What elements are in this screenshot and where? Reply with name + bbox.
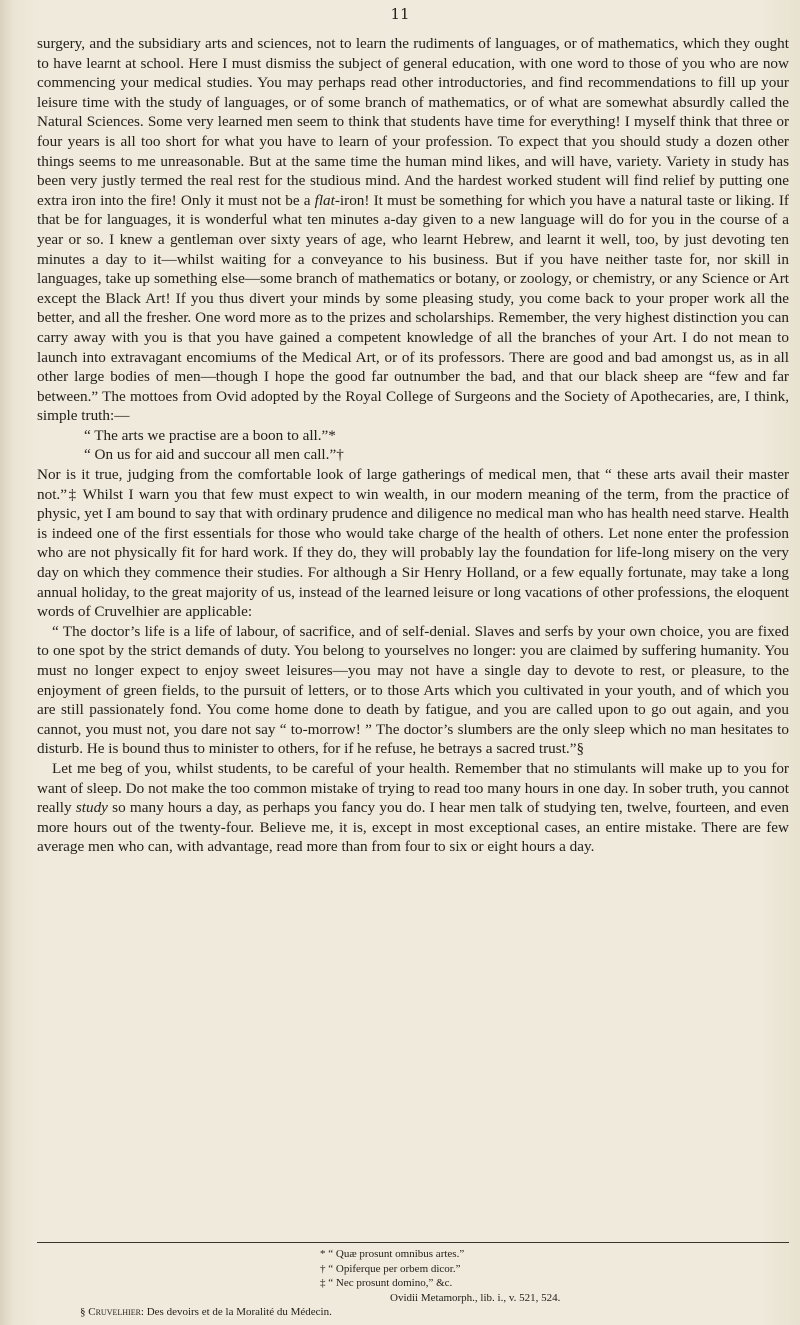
footnote-4-text: : Des devoirs et de la Moralité du Médecin. xyxy=(140,1306,332,1318)
motto-quote-1: “ The arts we practise are a boon to all.”* xyxy=(84,426,336,444)
footnote-4-author: Cruvelhier xyxy=(88,1306,141,1318)
paragraph-4-part-b: so many hours a day, as perhaps you fancy you do. I hear men talk of studying ten, twelve, fourteen, and even more hours out of the twenty-four. Believe me, it is, except in most exceptional cases, an entire mistake. There are few average men who can, with advantage, read more than from four to six or eight hours a day. xyxy=(37,799,789,856)
paragraph-3-quotation: “ The doctor’s life is a life of labour, of sacrifice, and of self-denial. Slaves and serfs by your own choice, you are fixed to one spot by the strict demands of duty. You belong to yourselves no longer: you are claimed by suffering humanity. You must no longer expect to enjoy sweet leisures—you may not have a single day to devote to rest, or pleasure, to the enjoyment of green fields, to the pursuit of letters, or to those Arts which you cultivated in your youth, and of which you are still passionately fond. You come home done to death by fatigue, and you are called upon to go out again, and you cannot, you must not, you dare not say “ to-morrow! ” The doctor’s slumbers are the only sleep which no man hesitates to disturb. He is bound thus to minister to others, for if he refuse, he betrays a sacred trust.”§ xyxy=(37,622,789,758)
footnote-4-mark: § xyxy=(80,1306,86,1318)
paragraph-2: Nor is it true, judging from the comfortable look of large gatherings of medical men, that “ these arts avail their master not.”‡ Whilst I warn you that few must expect to win wealth, in our modern meaning of the term, from the practice of physic, yet I am bound to say that with ordinary prudence and diligence no medical man who has health need starve. Health is indeed one of the first essentials for those who would take charge of the health of others. Let none enter the profession who are not physically fit for hard work. If they do, they will probably lay the foundation for life-long misery on the very day on which they commence their studies. For although a Sir Henry Holland, or a few equally fortunate, may take a long annual holiday, to the great majority of us, instead of the learned leisure or long vacations of other professions, the eloquent words of Cruvelhier are applicable: xyxy=(37,466,789,621)
main-text xyxy=(37,34,789,857)
paragraph-1 xyxy=(37,34,789,426)
italic-word-flat: flat xyxy=(314,191,335,209)
footnote-4 xyxy=(0,1305,800,1320)
paragraph-4 xyxy=(37,759,789,857)
footnote-3: ‡ “ Nec prosunt domino,” &c. xyxy=(320,1277,453,1289)
paragraph-1-part-a: surgery, and the subsidiary arts and sciences, not to learn the rudiments of languages, or of mathematics, which they ought to have learnt at school. Here I must dismiss the subject of general education, with one word to those of you who are now commencing your medical studies. You may perhaps read other introductories, and find recommendations to fill up your leisure time with the study of languages, or of some branch of mathematics, or of what are somewhat absurdly called the Natural Sciences. Some very learned men seem to think that students have time for everything! I myself think that three or four years is all too short for what you have to learn of your profession. To expect that you should study a dozen other things seems to me unreasonable. But at the same time the human mind likes, and will have, variety. Variety in study has been very justly termed the real rest for the studious mind. And the hardest worked student will find relief by putting one extra iron into the fire! Only it must not be a xyxy=(37,35,789,209)
footnote-1: * “ Quæ prosunt omnibus artes.” xyxy=(320,1248,465,1260)
paragraph-4-part-a: Let me beg of you, whilst students, to be careful of your health. Remember that no stimulants will make up to you for want of sleep. Do not make the too common mistake of trying to read too many hours in one day. In sober truth, you cannot really xyxy=(37,759,789,817)
page-number: 11 xyxy=(390,5,410,23)
footnotes xyxy=(0,1247,800,1320)
italic-word-study: study xyxy=(75,799,108,817)
footnote-source: Ovidii Metamorph., lib. i., v. 521, 524. xyxy=(390,1291,561,1304)
footnote-divider xyxy=(37,1242,789,1243)
footnote-2: † “ Opiferque per orbem dicor.” xyxy=(320,1262,461,1275)
paragraph-1-part-b: -iron! It must be something for which you have a natural taste or liking. If that be for languages, it is wonderful what ten minutes a-day given to a new language will do for you in the course of a year or so. I knew a gentleman over sixty years of age, who learnt Hebrew, and learnt it well, too, by just devoting ten minutes a day to it—whilst waiting for a conveyance to his business. But if you have neither taste for, nor skill in languages, take up something else—some branch of mathematics or botany, or zoology, or chemistry, or any Science or Art except the Black Art! If you thus divert your minds by some pleasing study, you come back to your proper work all the better, and all the fresher. One word more as to the prizes and scholarships. Remember, the very highest distinction you can carry away with you is that you have gained a competent knowledge of all the branches of your Art. I do not mean to launch into extravagant encomiums of the Medical Art, or of its professors. There are good and bad amongst us, as in all other large bodies of men—though I hope the good far outnumber the bad, and that our black sheep are “few and far between.” The mottoes from Ovid adopted by the Royal College of Surgeons and the Society of Apothecaries, are, I think, simple truth:— xyxy=(37,191,789,425)
motto-quote-2: “ On us for aid and succour all men call.”† xyxy=(84,446,344,464)
